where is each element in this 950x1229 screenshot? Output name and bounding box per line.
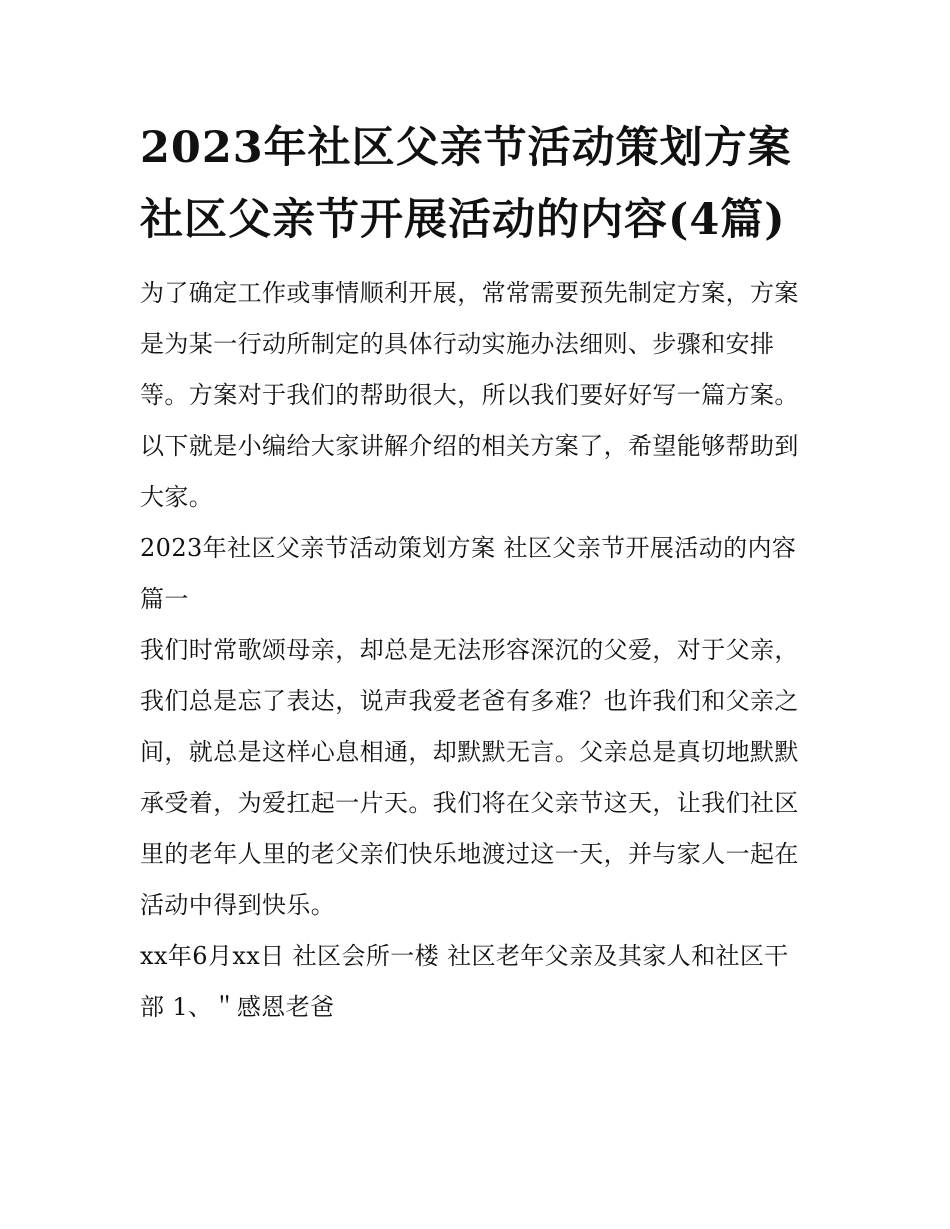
document-body [140,112,812,1033]
document-title: 2023年社区父亲节活动策划方案 社区父亲节开展活动的内容(4篇) [140,123,792,245]
intro-paragraph: 为了确定工作或事情顺利开展，常常需要预先制定方案，方案是为某一行动所制定的具体行动实施办法细则、步骤和安排等。方案对于我们的帮助很大，所以我们要好好写一篇方案。以下就是小编给大家讲解介绍的相关方案了，希望能够帮助到大家。 [140,279,799,511]
event-details-paragraph: xx年6月xx日 社区会所一楼 社区老年父亲及其家人和社区干部 1、＂感恩老爸 [140,942,789,1021]
body-paragraph: 我们时常歌颂母亲，却总是无法形容深沉的父爱，对于父亲，我们总是忘了表达，说声我爱老爸有多难？也许我们和父亲之间，就总是这样心息相通，却默默无言。父亲总是真切地默默承受着，为爱扛起一片天。我们将在父亲节这天，让我们社区里的老年人里的老父亲们快乐地渡过这一天，并与家人一起在活动中得到快乐。 [140,636,799,919]
section-heading: 2023年社区父亲节活动策划方案 社区父亲节开展活动的内容篇一 [140,534,797,613]
